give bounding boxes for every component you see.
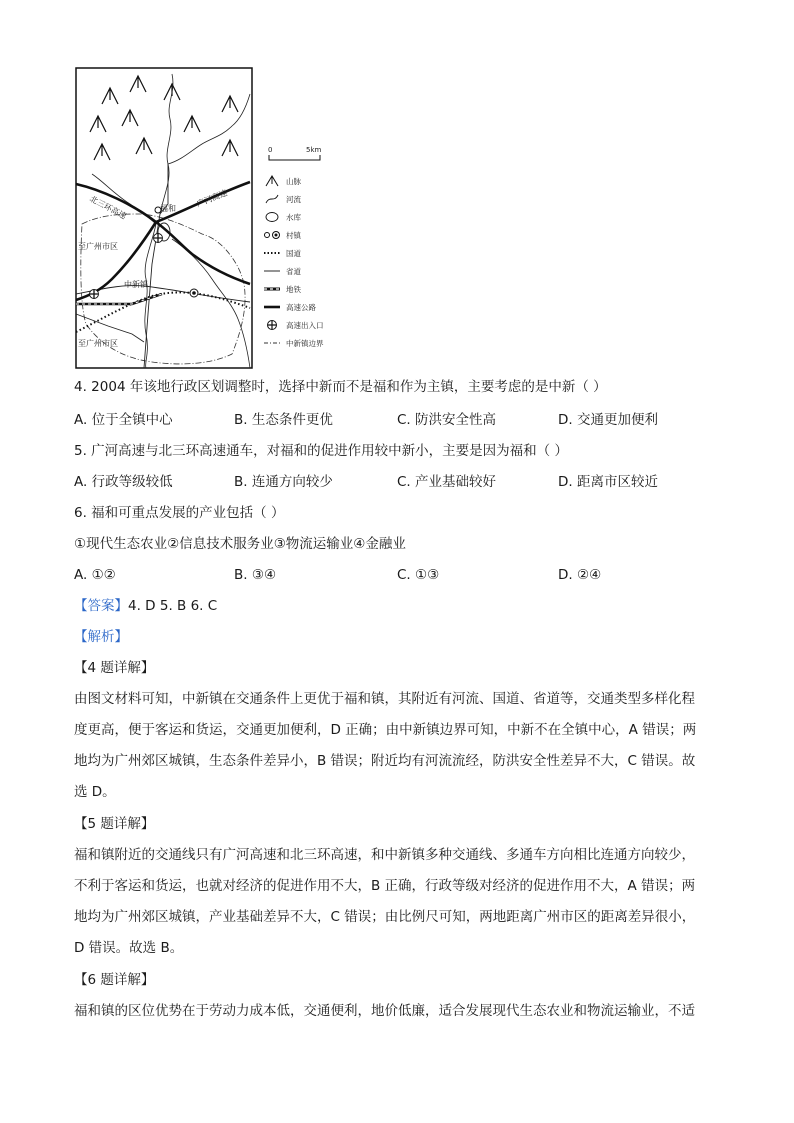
answer-text: 4. D 5. B 6. C [128, 598, 218, 614]
detail-4-line-2: 度更高，便于客运和货运，交通更加便利，D 正确；由中新镇边界可知，中新不在全镇中心，A 错误；两 [74, 722, 697, 738]
q6-option-d[interactable]: D. ②④ [558, 567, 602, 583]
detail-4-title: 【4 题详解】 [74, 660, 155, 676]
q4-option-c[interactable]: C. 防洪安全性高 [397, 412, 497, 428]
q6-option-a[interactable]: A. ①② [74, 567, 116, 583]
q6-option-c[interactable]: C. ①③ [397, 567, 440, 583]
scale-bar [268, 154, 322, 162]
river-icon [264, 193, 280, 205]
legend-row-interchange: 高速出入口 [262, 318, 324, 332]
town-icon [263, 229, 281, 241]
provincial-road-icon [263, 265, 281, 277]
answer-tag: 【答案】 [74, 598, 128, 614]
detail-5-line-4: D 错误。故选 B。 [74, 940, 184, 956]
question-6-stem: 6. 福和可重点发展的产业包括（ ） [74, 505, 285, 521]
detail-5-line-1: 福和镇附近的交通线只有广河高速和北三环高速，和中新镇多种交通线、多通车方向相比连通方向较少， [74, 847, 695, 863]
legend-row-national-road: 国道 [262, 246, 301, 260]
map-label-guanghe: 广河高速 [195, 188, 229, 209]
mountain-icon [264, 175, 280, 187]
analysis-heading [74, 628, 128, 646]
interchange-icon [264, 319, 280, 331]
legend-row-expressway: 高速公路 [262, 300, 316, 314]
q5-option-b[interactable]: B. 连通方向较少 [234, 474, 333, 490]
q4-option-b[interactable]: B. 生态条件更优 [234, 412, 333, 428]
map-label-to-gz-bottom: 至广州市区 [78, 339, 118, 348]
question-4-stem: 4. 2004 年该地行政区划调整时，选择中新而不是福和作为主镇，主要考虑的是中新（ ） [74, 379, 607, 395]
legend-row-town: 村镇 [262, 228, 301, 242]
regional-map [72, 64, 372, 374]
analysis-tag: 【解析】 [74, 629, 128, 645]
map-label-zhongxin: 中新镇 [124, 280, 148, 289]
legend-row-reservoir: 水库 [262, 210, 301, 224]
map-label-to-gz-top: 至广州市区 [78, 242, 118, 251]
zhongxin-town-marker [190, 289, 198, 297]
detail-4-line-4: 选 D。 [74, 784, 116, 800]
question-6-subitems: ①现代生态农业②信息技术服务业③物流运输业④金融业 [74, 536, 406, 552]
mountain-symbols [90, 76, 238, 160]
detail-6-body [74, 996, 722, 1027]
boundary-icon [263, 337, 281, 349]
metro-icon [263, 283, 281, 295]
detail-5-line-3: 地均为广州郊区城镇，产业基础差异不大，C 错误；由比例尺可知，两地距离广州市区的距离差异很小， [74, 909, 696, 925]
q5-option-d[interactable]: D. 距离市区较近 [558, 474, 658, 490]
legend-row-boundary: 中新镇边界 [262, 336, 324, 350]
expressway-icon [263, 301, 281, 313]
reservoir-icon [264, 211, 280, 223]
detail-4-body [74, 684, 722, 808]
legend-row-provincial-road: 省道 [262, 264, 301, 278]
map-label-fuhe: 福和 [160, 204, 176, 213]
q4-option-a[interactable]: A. 位于全镇中心 [74, 412, 173, 428]
answer-line [74, 597, 217, 615]
detail-5-body [74, 840, 722, 964]
detail-4-line-3: 地均为广州郊区城镇，生态条件差异小，B 错误；附近均有河流流经，防洪安全性差异不大，C 错误。故 [74, 753, 696, 769]
q5-option-c[interactable]: C. 产业基础较好 [397, 474, 497, 490]
scale-distance: 5km [306, 146, 322, 154]
detail-6-title: 【6 题详解】 [74, 972, 155, 988]
legend-row-river: 河流 [262, 192, 301, 206]
question-5-stem: 5. 广河高速与北三环高速通车，对福和的促进作用较中新小，主要是因为福和（ ） [74, 443, 568, 459]
detail-5-title: 【5 题详解】 [74, 816, 155, 832]
legend-row-mountain: 山脉 [262, 174, 301, 188]
national-road-icon [263, 247, 281, 259]
q5-option-a[interactable]: A. 行政等级较低 [74, 474, 173, 490]
q6-option-b[interactable]: B. ③④ [234, 567, 277, 583]
detail-5-line-2: 不利于客运和货运，也就对经济的促进作用不大，B 正确，行政等级对经济的促进作用不大，A 错误；两 [74, 878, 696, 894]
legend-row-metro: 地铁 [262, 282, 301, 296]
q4-option-d[interactable]: D. 交通更加便利 [558, 412, 658, 428]
map-label-beisanhuan: 北三环高速 [88, 194, 128, 221]
detail-4-line-1: 由图文材料可知，中新镇在交通条件上更优于福和镇，其附近有河流、国道、省道等，交通类型多样化程 [74, 691, 695, 707]
scale-zero: 0 [268, 146, 273, 154]
detail-6-line-1: 福和镇的区位优势在于劳动力成本低，交通便利，地价低廉，适合发展现代生态农业和物流运输业，不适 [74, 1003, 695, 1019]
national-road-line [76, 292, 250, 332]
